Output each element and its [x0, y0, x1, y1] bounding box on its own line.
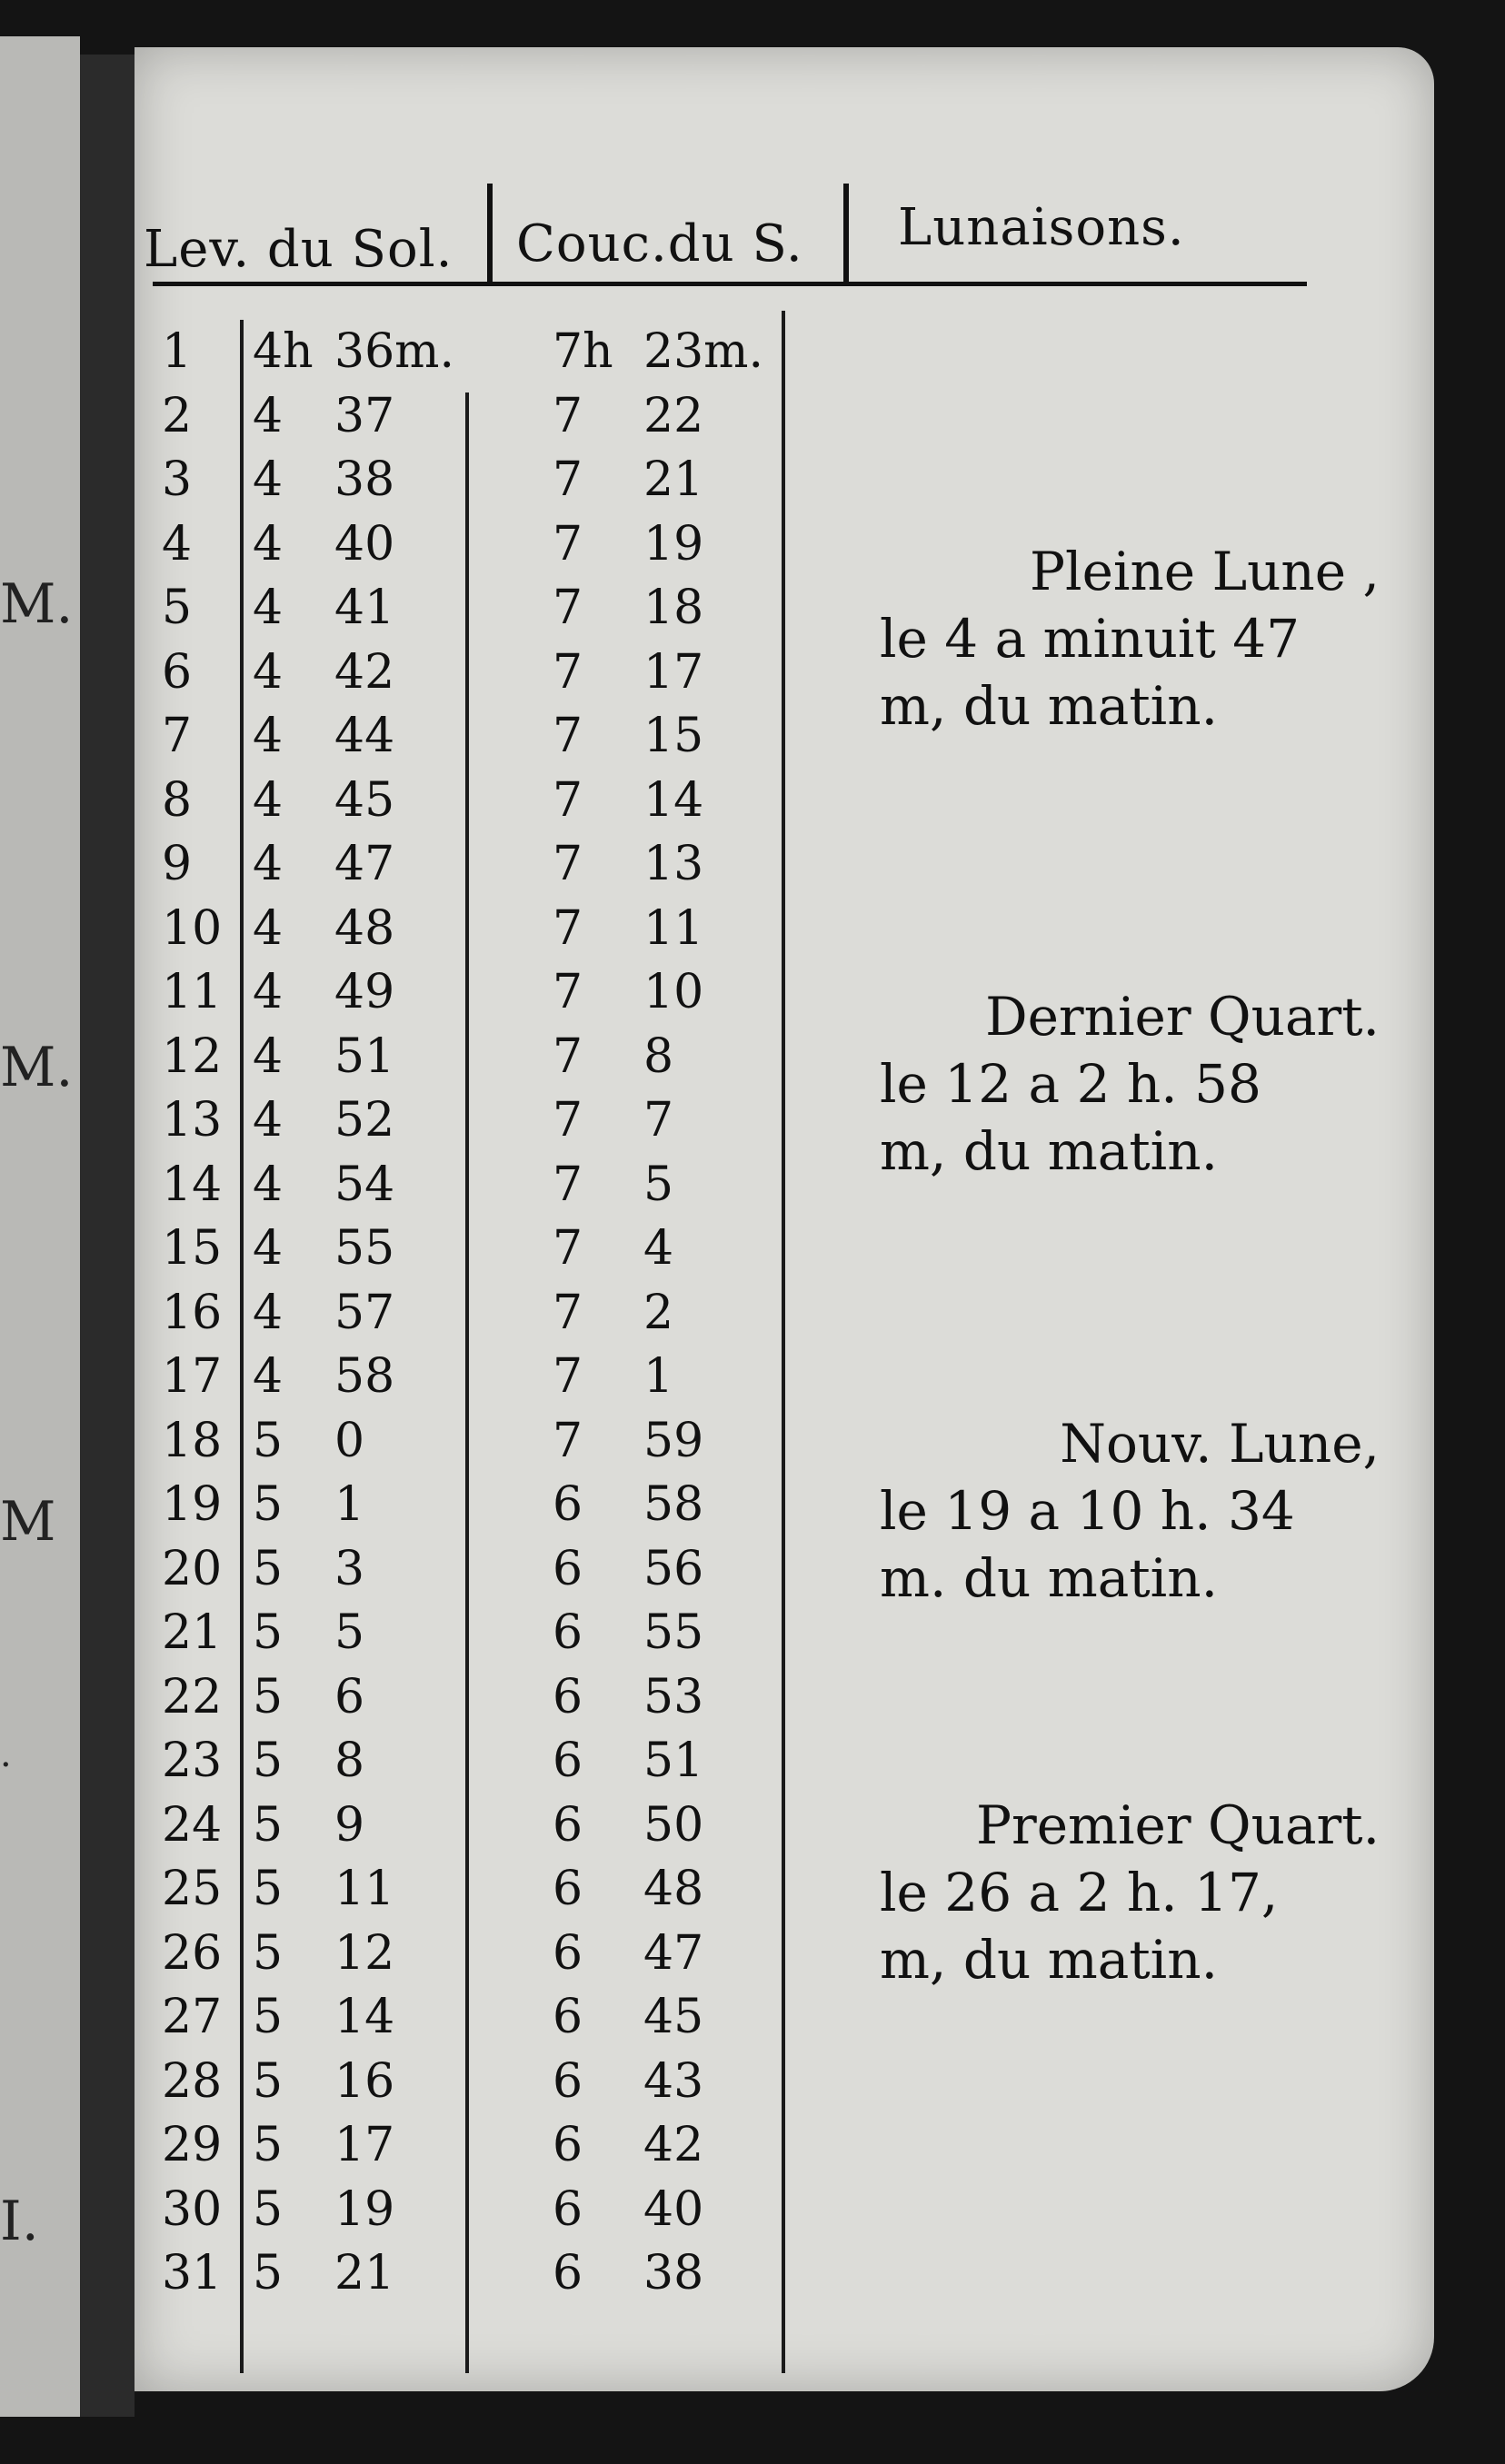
sunset-hour: 6 [553, 2053, 583, 2109]
sunset-minute: 5 [643, 1157, 674, 1212]
header-separator [487, 184, 493, 283]
sunset-minute: 43 [643, 2053, 704, 2109]
sunrise-minute: 41 [334, 581, 395, 635]
sunset-hour: 6 [553, 1605, 583, 1660]
table-row [135, 1670, 789, 1735]
sunrise-minute: 44 [334, 709, 395, 763]
table-row [135, 452, 789, 518]
day-number: 4 [162, 516, 193, 571]
left-page-mark: M. [0, 572, 74, 636]
lunation-time: m, du matin. [880, 1929, 1219, 1991]
sunrise-hour: 4 [253, 1221, 284, 1276]
table-row [135, 1798, 789, 1863]
sunset-minute: 11 [643, 900, 704, 956]
sunrise-hour: 5 [253, 1541, 284, 1596]
sunset-hour: 7 [553, 1221, 583, 1276]
sunset-hour: 7 [553, 388, 583, 443]
day-number: 8 [162, 772, 193, 828]
sunset-hour: 6 [553, 1925, 583, 1981]
day-number: 10 [162, 900, 223, 956]
header-lunations: Lunaisons. [898, 198, 1185, 257]
sunrise-minute: 16 [334, 2053, 395, 2109]
sunset-minute: 19 [643, 516, 704, 571]
lunation-phase: Nouv. Lune, [1060, 1413, 1380, 1475]
table-row [135, 773, 789, 839]
table-row [135, 1221, 789, 1287]
day-number: 20 [162, 1541, 223, 1596]
sunrise-minute: 36m. [334, 324, 455, 379]
sunset-hour: 7 [553, 1413, 583, 1468]
day-number: 7 [162, 709, 193, 763]
sunrise-hour: 4 [253, 388, 284, 443]
day-number: 14 [162, 1157, 223, 1212]
lunation-date: le 26 a 2 h. 17, [880, 1862, 1279, 1923]
sunset-hour: 6 [553, 1477, 583, 1532]
sunrise-minute: 57 [334, 1285, 395, 1340]
table-row [135, 2054, 789, 2120]
sunrise-minute: 3 [334, 1541, 365, 1596]
sunrise-minute: 51 [334, 1028, 395, 1084]
sunrise-hour: 4 [253, 1285, 284, 1340]
book-binding [80, 55, 135, 2417]
sunset-minute: 4 [643, 1221, 674, 1276]
table-row [135, 2182, 789, 2248]
day-number: 24 [162, 1797, 223, 1853]
sunrise-hour: 5 [253, 1413, 284, 1468]
sunset-minute: 50 [643, 1797, 704, 1853]
sunrise-hour: 4 [253, 644, 284, 700]
day-number: 27 [162, 1990, 223, 2044]
sunrise-hour: 5 [253, 2181, 284, 2237]
sunset-hour: 7 [553, 772, 583, 828]
left-page-mark: M [0, 1490, 56, 1554]
table-row [135, 1477, 789, 1543]
sunset-hour: 6 [553, 2181, 583, 2237]
sunset-minute: 22 [643, 388, 704, 443]
sunset-minute: 1 [643, 1349, 674, 1404]
sunset-minute: 48 [643, 1862, 704, 1916]
sunrise-hour: 5 [253, 2246, 284, 2300]
sunset-hour: 7 [553, 1028, 583, 1084]
sunset-minute: 14 [643, 772, 704, 828]
sunrise-hour: 4 [253, 1157, 284, 1212]
sunrise-minute: 48 [334, 900, 395, 956]
sunset-minute: 51 [643, 1734, 704, 1788]
day-number: 13 [162, 1093, 223, 1148]
table-row [135, 324, 789, 390]
day-number: 22 [162, 1669, 223, 1724]
lunation-entry [880, 1792, 1407, 1993]
day-number: 19 [162, 1477, 223, 1532]
sunset-minute: 13 [643, 837, 704, 891]
sunset-hour: 6 [553, 1669, 583, 1724]
header-rule [153, 282, 1307, 286]
lunation-phase: Dernier Quart. [985, 986, 1380, 1048]
sunset-hour: 7 [553, 1157, 583, 1212]
sunrise-minute: 49 [334, 965, 395, 1019]
sunset-minute: 23m. [643, 324, 764, 379]
sunrise-hour: 4 [253, 772, 284, 828]
day-number: 18 [162, 1413, 223, 1468]
sunrise-hour: 4 [253, 1028, 284, 1084]
day-number: 25 [162, 1862, 223, 1916]
sunset-minute: 45 [643, 1990, 704, 2044]
sunset-hour: 7 [553, 516, 583, 571]
sunset-hour: 6 [553, 1797, 583, 1853]
header-separator [843, 184, 849, 283]
day-number: 6 [162, 644, 193, 700]
sunset-minute: 18 [643, 581, 704, 635]
sunrise-minute: 21 [334, 2246, 395, 2300]
table-row [135, 1734, 789, 1799]
day-number: 29 [162, 2118, 223, 2172]
table-row [135, 1542, 789, 1607]
sunset-minute: 21 [643, 452, 704, 507]
day-number: 28 [162, 2053, 223, 2109]
day-number: 17 [162, 1349, 223, 1404]
sunrise-hour: 5 [253, 1797, 284, 1853]
table-row [135, 581, 789, 646]
sunrise-hour: 4 [253, 581, 284, 635]
day-number: 21 [162, 1605, 223, 1660]
sunset-minute: 59 [643, 1413, 704, 1468]
sunrise-minute: 42 [334, 644, 395, 700]
day-number: 26 [162, 1925, 223, 1981]
sunset-minute: 15 [643, 709, 704, 763]
sunset-minute: 8 [643, 1028, 674, 1084]
sunset-minute: 2 [643, 1285, 674, 1340]
sunrise-minute: 6 [334, 1669, 365, 1724]
sunrise-minute: 52 [334, 1093, 395, 1148]
sunset-hour: 6 [553, 1862, 583, 1916]
lunation-phase: Pleine Lune , [1030, 541, 1380, 602]
sunrise-hour: 5 [253, 2118, 284, 2172]
sunrise-minute: 8 [334, 1734, 365, 1788]
sunset-hour: 7h [553, 324, 613, 379]
table-row [135, 517, 789, 582]
table-row [135, 1157, 789, 1223]
lunation-date: le 12 a 2 h. 58 [880, 1053, 1261, 1115]
table-row [135, 1349, 789, 1415]
sunrise-minute: 14 [334, 1990, 395, 2044]
day-number: 23 [162, 1734, 223, 1788]
sunset-hour: 7 [553, 644, 583, 700]
sunrise-minute: 38 [334, 452, 395, 507]
day-number: 31 [162, 2246, 223, 2300]
sunrise-hour: 5 [253, 1990, 284, 2044]
table-row [135, 645, 789, 710]
sunrise-minute: 40 [334, 516, 395, 571]
day-number: 11 [162, 965, 223, 1019]
sunset-minute: 58 [643, 1477, 704, 1532]
sunrise-hour: 4 [253, 1349, 284, 1404]
sunrise-hour: 5 [253, 1862, 284, 1916]
table-row [135, 2246, 789, 2311]
header-sunrise: Lev. du Sol. [144, 220, 453, 279]
sunrise-minute: 37 [334, 388, 395, 443]
sunrise-hour: 5 [253, 1669, 284, 1724]
table-row [135, 1862, 789, 1927]
sunrise-hour: 4 [253, 516, 284, 571]
sunrise-minute: 47 [334, 837, 395, 891]
sunset-hour: 7 [553, 1093, 583, 1148]
table-row [135, 965, 789, 1030]
sunrise-minute: 1 [334, 1477, 365, 1532]
left-page-mark: M. [0, 1036, 74, 1099]
header-sunset: Couc.du S. [516, 214, 803, 273]
sunrise-minute: 9 [334, 1797, 365, 1853]
lunation-entry [880, 983, 1407, 1185]
sunset-hour: 6 [553, 1990, 583, 2044]
lunation-phase: Premier Quart. [975, 1794, 1380, 1856]
day-number: 12 [162, 1028, 223, 1084]
sunrise-minute: 17 [334, 2118, 395, 2172]
sunrise-hour: 4 [253, 900, 284, 956]
day-number: 16 [162, 1285, 223, 1340]
sunset-hour: 6 [553, 1734, 583, 1788]
lunation-entry [880, 1410, 1407, 1612]
sunrise-hour: 5 [253, 1605, 284, 1660]
sunrise-hour: 4h [253, 324, 314, 379]
left-page-mark: I. [0, 2190, 39, 2253]
day-number: 3 [162, 452, 193, 507]
sunrise-hour: 4 [253, 709, 284, 763]
sunset-minute: 38 [643, 2246, 704, 2300]
sunset-hour: 7 [553, 900, 583, 956]
table-row [135, 837, 789, 902]
day-number: 9 [162, 837, 193, 891]
sunset-hour: 7 [553, 1285, 583, 1340]
sunset-hour: 7 [553, 709, 583, 763]
sunrise-minute: 45 [334, 772, 395, 828]
sunrise-hour: 4 [253, 452, 284, 507]
almanac-page [135, 47, 1434, 2391]
sunset-hour: 7 [553, 581, 583, 635]
sunset-minute: 55 [643, 1605, 704, 1660]
sunrise-minute: 58 [334, 1349, 395, 1404]
sunrise-minute: 11 [334, 1862, 395, 1916]
table-header [135, 156, 1434, 279]
sunset-hour: 7 [553, 965, 583, 1019]
sunrise-minute: 55 [334, 1221, 395, 1276]
lunation-time: m, du matin. [880, 1120, 1219, 1182]
table-row [135, 901, 789, 967]
day-number: 30 [162, 2181, 223, 2237]
sunset-minute: 56 [643, 1541, 704, 1596]
sunset-hour: 7 [553, 837, 583, 891]
sunrise-hour: 4 [253, 965, 284, 1019]
lunation-date: le 19 a 10 h. 34 [880, 1480, 1295, 1542]
sunrise-hour: 5 [253, 1734, 284, 1788]
day-number: 1 [162, 324, 193, 379]
sunrise-minute: 12 [334, 1925, 395, 1981]
table-row [135, 1029, 789, 1095]
day-number: 15 [162, 1221, 223, 1276]
sunset-hour: 6 [553, 2246, 583, 2300]
table-row [135, 1414, 789, 1479]
sunrise-minute: 54 [334, 1157, 395, 1212]
lunation-entry [880, 538, 1407, 740]
sunrise-minute: 5 [334, 1605, 365, 1660]
sunrise-hour: 5 [253, 1477, 284, 1532]
sunrise-hour: 4 [253, 837, 284, 891]
sunset-minute: 10 [643, 965, 704, 1019]
lunation-time: m. du matin. [880, 1547, 1219, 1609]
left-page-mark: · [0, 1744, 12, 1786]
table-row [135, 1286, 789, 1351]
sunrise-minute: 0 [334, 1413, 365, 1468]
left-page-edge [0, 36, 80, 2417]
table-row [135, 1926, 789, 1992]
table-row [135, 1093, 789, 1158]
sunrise-hour: 5 [253, 2053, 284, 2109]
sunset-minute: 53 [643, 1669, 704, 1724]
table-row [135, 1990, 789, 2055]
table-row [135, 389, 789, 454]
day-number: 5 [162, 581, 193, 635]
table-row [135, 1605, 789, 1671]
sunset-minute: 17 [643, 644, 704, 700]
sunrise-hour: 5 [253, 1925, 284, 1981]
sunset-hour: 7 [553, 452, 583, 507]
sunrise-minute: 19 [334, 2181, 395, 2237]
sunset-hour: 6 [553, 1541, 583, 1596]
day-number: 2 [162, 388, 193, 443]
sunset-minute: 7 [643, 1093, 674, 1148]
table-row [135, 709, 789, 774]
sunset-hour: 6 [553, 2118, 583, 2172]
sunset-minute: 42 [643, 2118, 704, 2172]
lunation-time: m, du matin. [880, 675, 1219, 737]
sunset-minute: 40 [643, 2181, 704, 2237]
sunset-minute: 47 [643, 1925, 704, 1981]
lunation-date: le 4 a minuit 47 [880, 608, 1301, 670]
sunrise-hour: 4 [253, 1093, 284, 1148]
table-row [135, 2118, 789, 2183]
sunset-hour: 7 [553, 1349, 583, 1404]
